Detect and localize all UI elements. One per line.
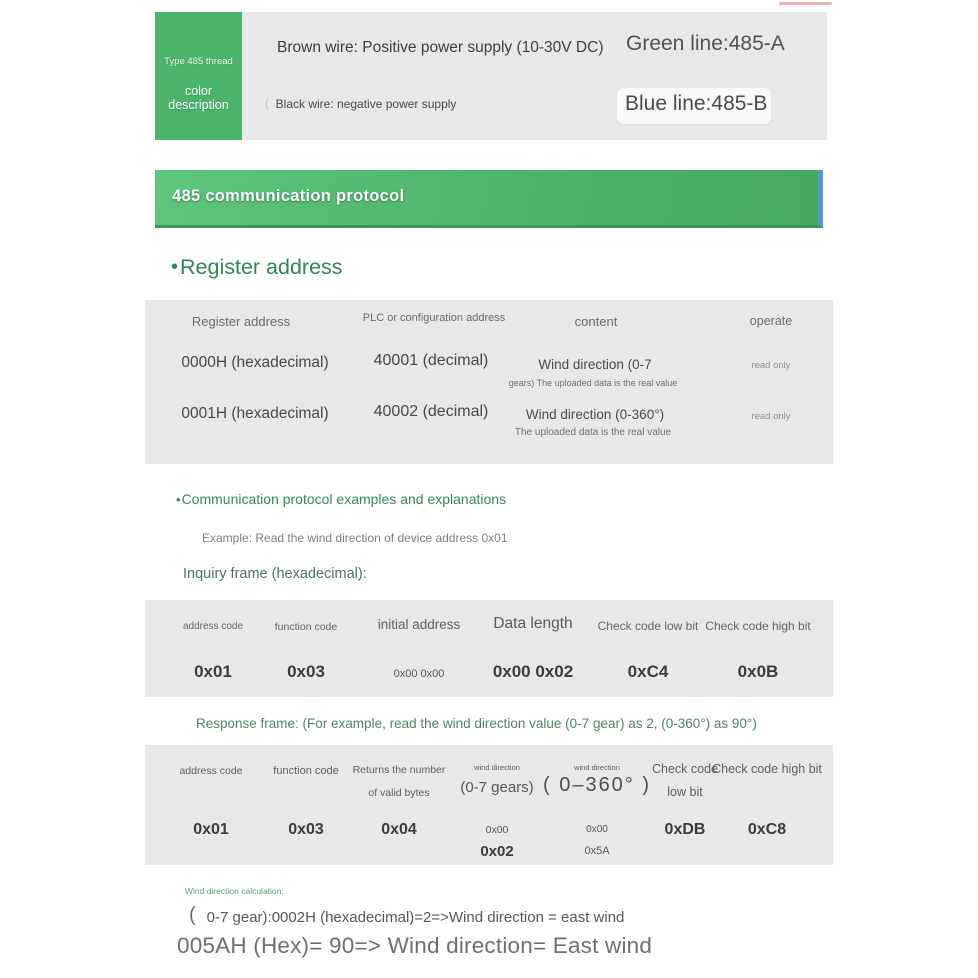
paren-mark: ( bbox=[189, 904, 196, 926]
communication-protocol-heading-text: Communication protocol examples and explanations bbox=[181, 491, 507, 507]
table-row-cell-content-sub: The uploaded data is the real value bbox=[514, 427, 672, 438]
hex-value-check-high: 0xC8 bbox=[747, 821, 787, 838]
black-wire-row bbox=[265, 97, 456, 111]
hex-value-data-length: 0x00 0x02 bbox=[492, 662, 574, 681]
column-header-check-low-line1: Check code bbox=[651, 762, 719, 776]
paren-mark: ( bbox=[265, 98, 269, 110]
hex-value-function-code: 0x03 bbox=[288, 821, 324, 838]
communication-protocol-heading bbox=[176, 491, 506, 507]
column-header-wind-direction-degrees-line1: wind direction bbox=[574, 763, 620, 772]
column-header-check-high: Check code high bit bbox=[712, 762, 822, 776]
column-header-register-address: Register address bbox=[191, 314, 291, 329]
calculation-line-2: 005AH (Hex)= 90=> Wind direction= East wind bbox=[177, 933, 653, 958]
sidebar-line-2: color description bbox=[168, 84, 229, 112]
hex-value-degrees-high-byte: 0x00 bbox=[586, 824, 608, 835]
column-header-wind-direction-gears-line2: (0-7 gears) bbox=[460, 779, 534, 796]
response-frame-heading: Response frame: (For example, read the wind direction value (0-7 gear) as 2, (0-360°) as 90°) bbox=[196, 716, 757, 731]
column-header-wind-direction-degrees-line2: ( 0–360° ) bbox=[542, 774, 652, 796]
bullet-icon: • bbox=[176, 491, 181, 507]
hex-value-degrees-low-byte: 0x5A bbox=[584, 845, 610, 857]
hex-value-initial-address: 0x00 0x00 bbox=[393, 668, 445, 680]
register-address-heading bbox=[171, 255, 343, 280]
green-wire-label: Green line:485-A bbox=[626, 32, 785, 55]
column-header-address-code: address code bbox=[179, 765, 243, 777]
column-header-valid-bytes-line1: Returns the number bbox=[352, 764, 446, 776]
table-row-cell-plc: 40001 (decimal) bbox=[373, 352, 489, 369]
table-row-cell-operate: read only bbox=[751, 360, 791, 371]
hex-value-gears-low-byte: 0x02 bbox=[480, 843, 514, 860]
column-header-initial-address: initial address bbox=[377, 617, 461, 632]
table-row-cell-plc: 40002 (decimal) bbox=[373, 403, 489, 420]
column-header-function-code: function code bbox=[274, 621, 338, 633]
brown-wire-label: Brown wire: Positive power supply (10-30V DC) bbox=[277, 39, 604, 56]
sidebar-line-1: Type 485 thread bbox=[164, 56, 233, 67]
table-row-cell-content: Wind direction (0-360°) bbox=[525, 407, 665, 422]
table-row-cell-register: 0001H (hexadecimal) bbox=[181, 405, 329, 422]
calculation-label: Wind direction calculation: bbox=[185, 886, 284, 896]
column-header-data-length: Data length bbox=[493, 615, 573, 632]
top-accent-line bbox=[779, 2, 832, 5]
column-header-wind-direction-gears-line1: wind direction bbox=[474, 763, 520, 772]
bullet-icon: • bbox=[171, 256, 179, 278]
table-row-cell-content: Wind direction (0-7 bbox=[538, 357, 652, 372]
column-header-valid-bytes-line2: of valid bytes bbox=[368, 787, 430, 799]
calculation-line-1-text: 0-7 gear):0002H (hexadecimal)=2=>Wind direction = east wind bbox=[206, 909, 625, 926]
table-row-cell-content-sub: gears) The uploaded data is the real value bbox=[508, 378, 678, 388]
hex-value-check-low: 0xDB bbox=[664, 821, 706, 838]
blue-wire-label: Blue line:485-B bbox=[625, 92, 768, 115]
response-frame-table bbox=[145, 745, 833, 865]
hex-value-address-code: 0x01 bbox=[194, 662, 232, 681]
column-header-check-high: Check code high bit bbox=[705, 619, 811, 633]
column-header-operate: operate bbox=[749, 314, 793, 328]
hex-value-address-code: 0x01 bbox=[193, 821, 229, 838]
column-header-check-low: Check code low bit bbox=[597, 619, 699, 633]
column-header-check-low-line2: low bit bbox=[667, 785, 703, 799]
table-row-cell-operate: read only bbox=[751, 411, 791, 422]
table-row-cell-register: 0000H (hexadecimal) bbox=[181, 354, 329, 371]
column-header-function-code: function code bbox=[273, 765, 339, 777]
banner-title: 485 communication protocol bbox=[172, 187, 405, 205]
color-description-tab bbox=[155, 12, 242, 140]
hex-value-check-low: 0xC4 bbox=[627, 662, 669, 681]
example-line: Example: Read the wind direction of device address 0x01 bbox=[202, 531, 508, 545]
inquiry-frame-table bbox=[145, 600, 833, 697]
column-header-address-code: address code bbox=[182, 621, 244, 632]
column-header-content: content bbox=[574, 314, 618, 329]
inquiry-frame-heading: Inquiry frame (hexadecimal): bbox=[183, 566, 367, 582]
hex-value-check-high: 0x0B bbox=[737, 662, 779, 681]
calculation-line-1 bbox=[189, 905, 624, 926]
hex-value-function-code: 0x03 bbox=[287, 662, 325, 681]
wiring-panel bbox=[155, 12, 827, 140]
hex-value-gears-high-byte: 0x00 bbox=[485, 824, 509, 836]
hex-value-valid-bytes: 0x04 bbox=[381, 821, 417, 838]
black-wire-label: Black wire: negative power supply bbox=[275, 97, 457, 111]
register-address-heading-text: Register address bbox=[180, 255, 343, 279]
column-header-plc-address: PLC or configuration address bbox=[362, 312, 506, 324]
protocol-banner bbox=[155, 170, 823, 228]
register-table bbox=[145, 300, 833, 464]
